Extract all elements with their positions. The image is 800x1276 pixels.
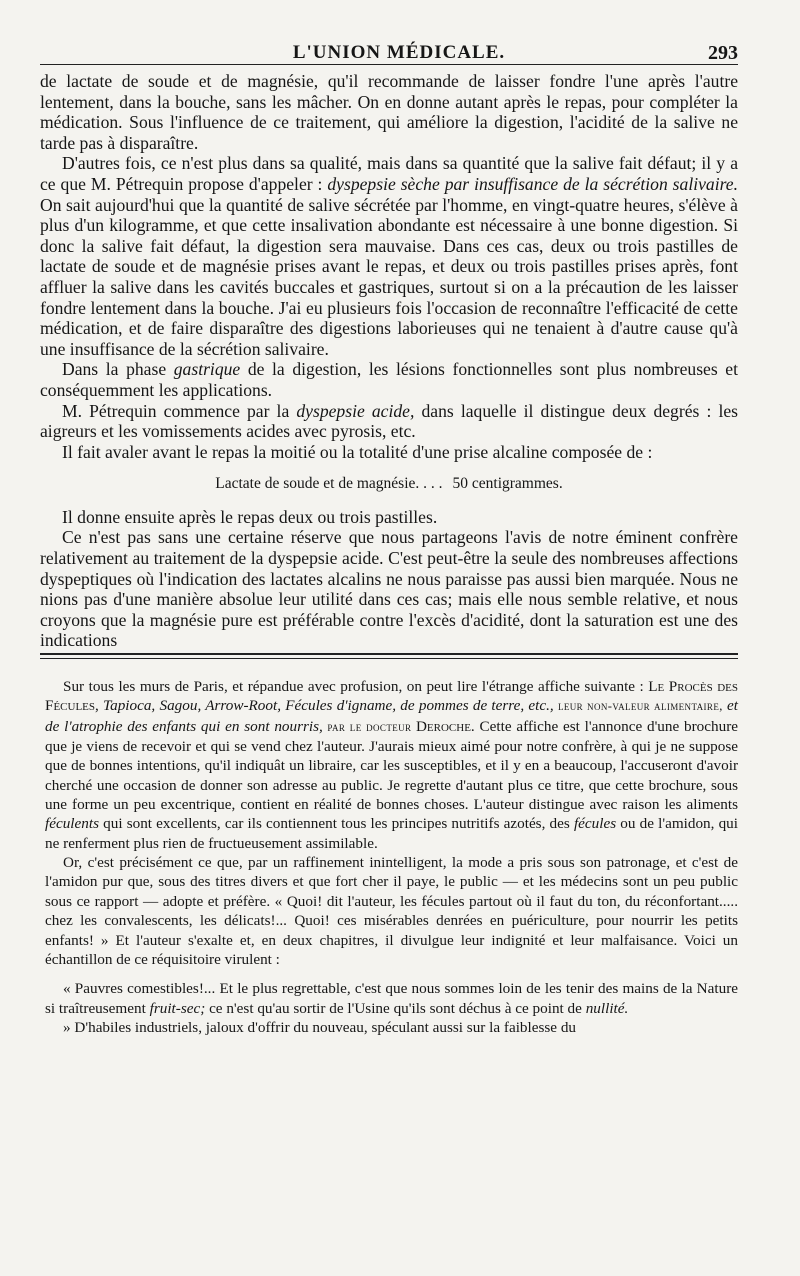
paragraph: Ce n'est pas sans une certaine réserve que nous partageons l'avis de notre éminent confrère relativement au traitement de la dyspepsie acide. C'est peut-être la seule des nombreuses affections dyspeptiques où l'indication des lactates alcalins ne nous paraisse pas aussi bien marquée. Nous ne nions pas d'une manière absolue leur utilité dans ces cas; mais elle nous semble relative, et nous croyons que la magnésie pure est préférable contre l'excès d'acidité, dont la saturation est une des indications [40,527,738,651]
formula-dose: 50 centigrammes. [452,475,563,493]
prescription-formula [40,474,738,495]
paragraph: Or, c'est précisément ce que, par un raffinement inintelligent, la mode a pris sous son patronage, et c'est de l'amidon pur que, sous des titres divers et que fort cher il paye, le public — et les médecins sont un peu public sous ce rapport — adopte et préfère. « Quoi! dit l'auteur, les fécules partout où il faut du ton, du réconfortant..... chez les convalescents, les délicats!... Quoi! ces misérables denrées en puériculture, pour nourrir les petits enfants! » Et l'auteur s'exalte et, en deux chapitres, il divulgue leur indignité et leur malfaisance. Voici un échantillon de ce réquisitoire virulent : [45,854,738,968]
paragraph: M. Pétrequin commence par la dyspepsie acide, dans laquelle il distingue deux degrés : les aigreurs et les vomissements acides avec pyrosis, etc. [40,400,739,442]
paragraph: de lactate de soude et de magnésie, qu'il recommande de laisser fondre l'une après l'autre lentement, dans la bouche, sans les mâcher. On en donne autant après le repas, pour compléter la médication. Sous l'influence de ce traitement, qui améliore la digestion, l'acidité de la salive ne tarde pas à disparaître. [40,71,738,153]
paragraph: Sur tous les murs de Paris, et répandue avec profusion, on peut lire l'étrange affiche suivante : Le Procès des Fécules, Tapioca, Sagou, Arrow-Root, Fécules d'igname, de pommes de terre, etc., leur non-valeur alimentaire, et de l'atrophie des enfants qui en sont nourris, par le docteur Deroche. Cette affiche est l'annonce d'une brochure que je viens de recevoir et qui se vend chez l'auteur. J'aurais mieux aimé pour notre confrère, à qui je ne suppose que de bonnes intentions, qu'il indiquât un libraire, car les susceptibles, et il y en a beaucoup, l'accuseront d'avoir cherché une occasion de donner son adresse au public. Je regrette d'autant plus ce titre, que cette brochure, sous une forme un peu excentrique, contient en réalité de bonnes choses. L'auteur distingue avec raison les aliments féculents qui sont excellents, car ils contiennent tous les principes nutritifs azotés, des fécules ou de l'amidon, qui ne renferment plus rien de fructueusement assimilable. [45,678,738,852]
quoted-paragraph: » D'habiles industriels, jaloux d'offrir du nouveau, spéculant aussi sur la faiblesse du [63,1018,577,1036]
header-rule [40,64,738,65]
paragraph: Dans la phase gastrique de la digestion, les lésions fonctionnelles sont plus nombreuses et conséquemment les applications. [40,359,738,400]
feuilleton-separator [40,653,738,659]
formula-ingredient: Lactate de soude et de magnésie. . . . [215,475,443,493]
paragraph: Il donne ensuite après le repas deux ou trois pastilles. [62,506,438,527]
quoted-paragraph: « Pauvres comestibles!... Et le plus regrettable, c'est que nous sommes loin de les tenir des mains de la Nature si traîtreusement fruit-sec; ce n'est qu'au sortir de l'Usine qu'ils sont déchus à ce point de nullité. [45,980,738,1017]
main-article [40,71,738,651]
feuilleton-section [40,677,738,1037]
journal-title: L'UNION MÉDICALE. [292,42,506,63]
running-head [40,30,738,64]
paragraph: D'autres fois, ce n'est plus dans sa qualité, mais dans sa quantité que la salive fait défaut; il y a ce que M. Pétrequin propose d'appeler : dyspepsie sèche par insuffisance de la sécrétion salivaire. On sait aujourd'hui que la quantité de salive sécrétée par l'homme, en vingt-quatre heures, s'élève à plus d'un kilogramme, et que cette insalivation abondante est nécessaire à une bonne digestion. Si donc la salive fait défaut, la digestion sera mauvaise. Dans ces cas, deux ou trois pastilles de lactate de soude et de magnésie prises avant le repas, et deux ou trois pastilles prises après, font affluer la salive dans les cavités buccales et gastriques, surtout si on a la précaution de les laisser fondre lentement dans la bouche. J'ai eu plusieurs fois l'occasion de reconnaître l'efficacité de cette médication, et de faire disparaître des digestions laborieuses qui ne tenaient à d'autre cause qu'à une insuffisance de la sécrétion salivaire. [40,153,738,359]
paragraph: Il fait avaler avant le repas la moitié ou la totalité d'une prise alcaline composée de : [62,441,653,462]
page-number: 293 [708,42,738,64]
